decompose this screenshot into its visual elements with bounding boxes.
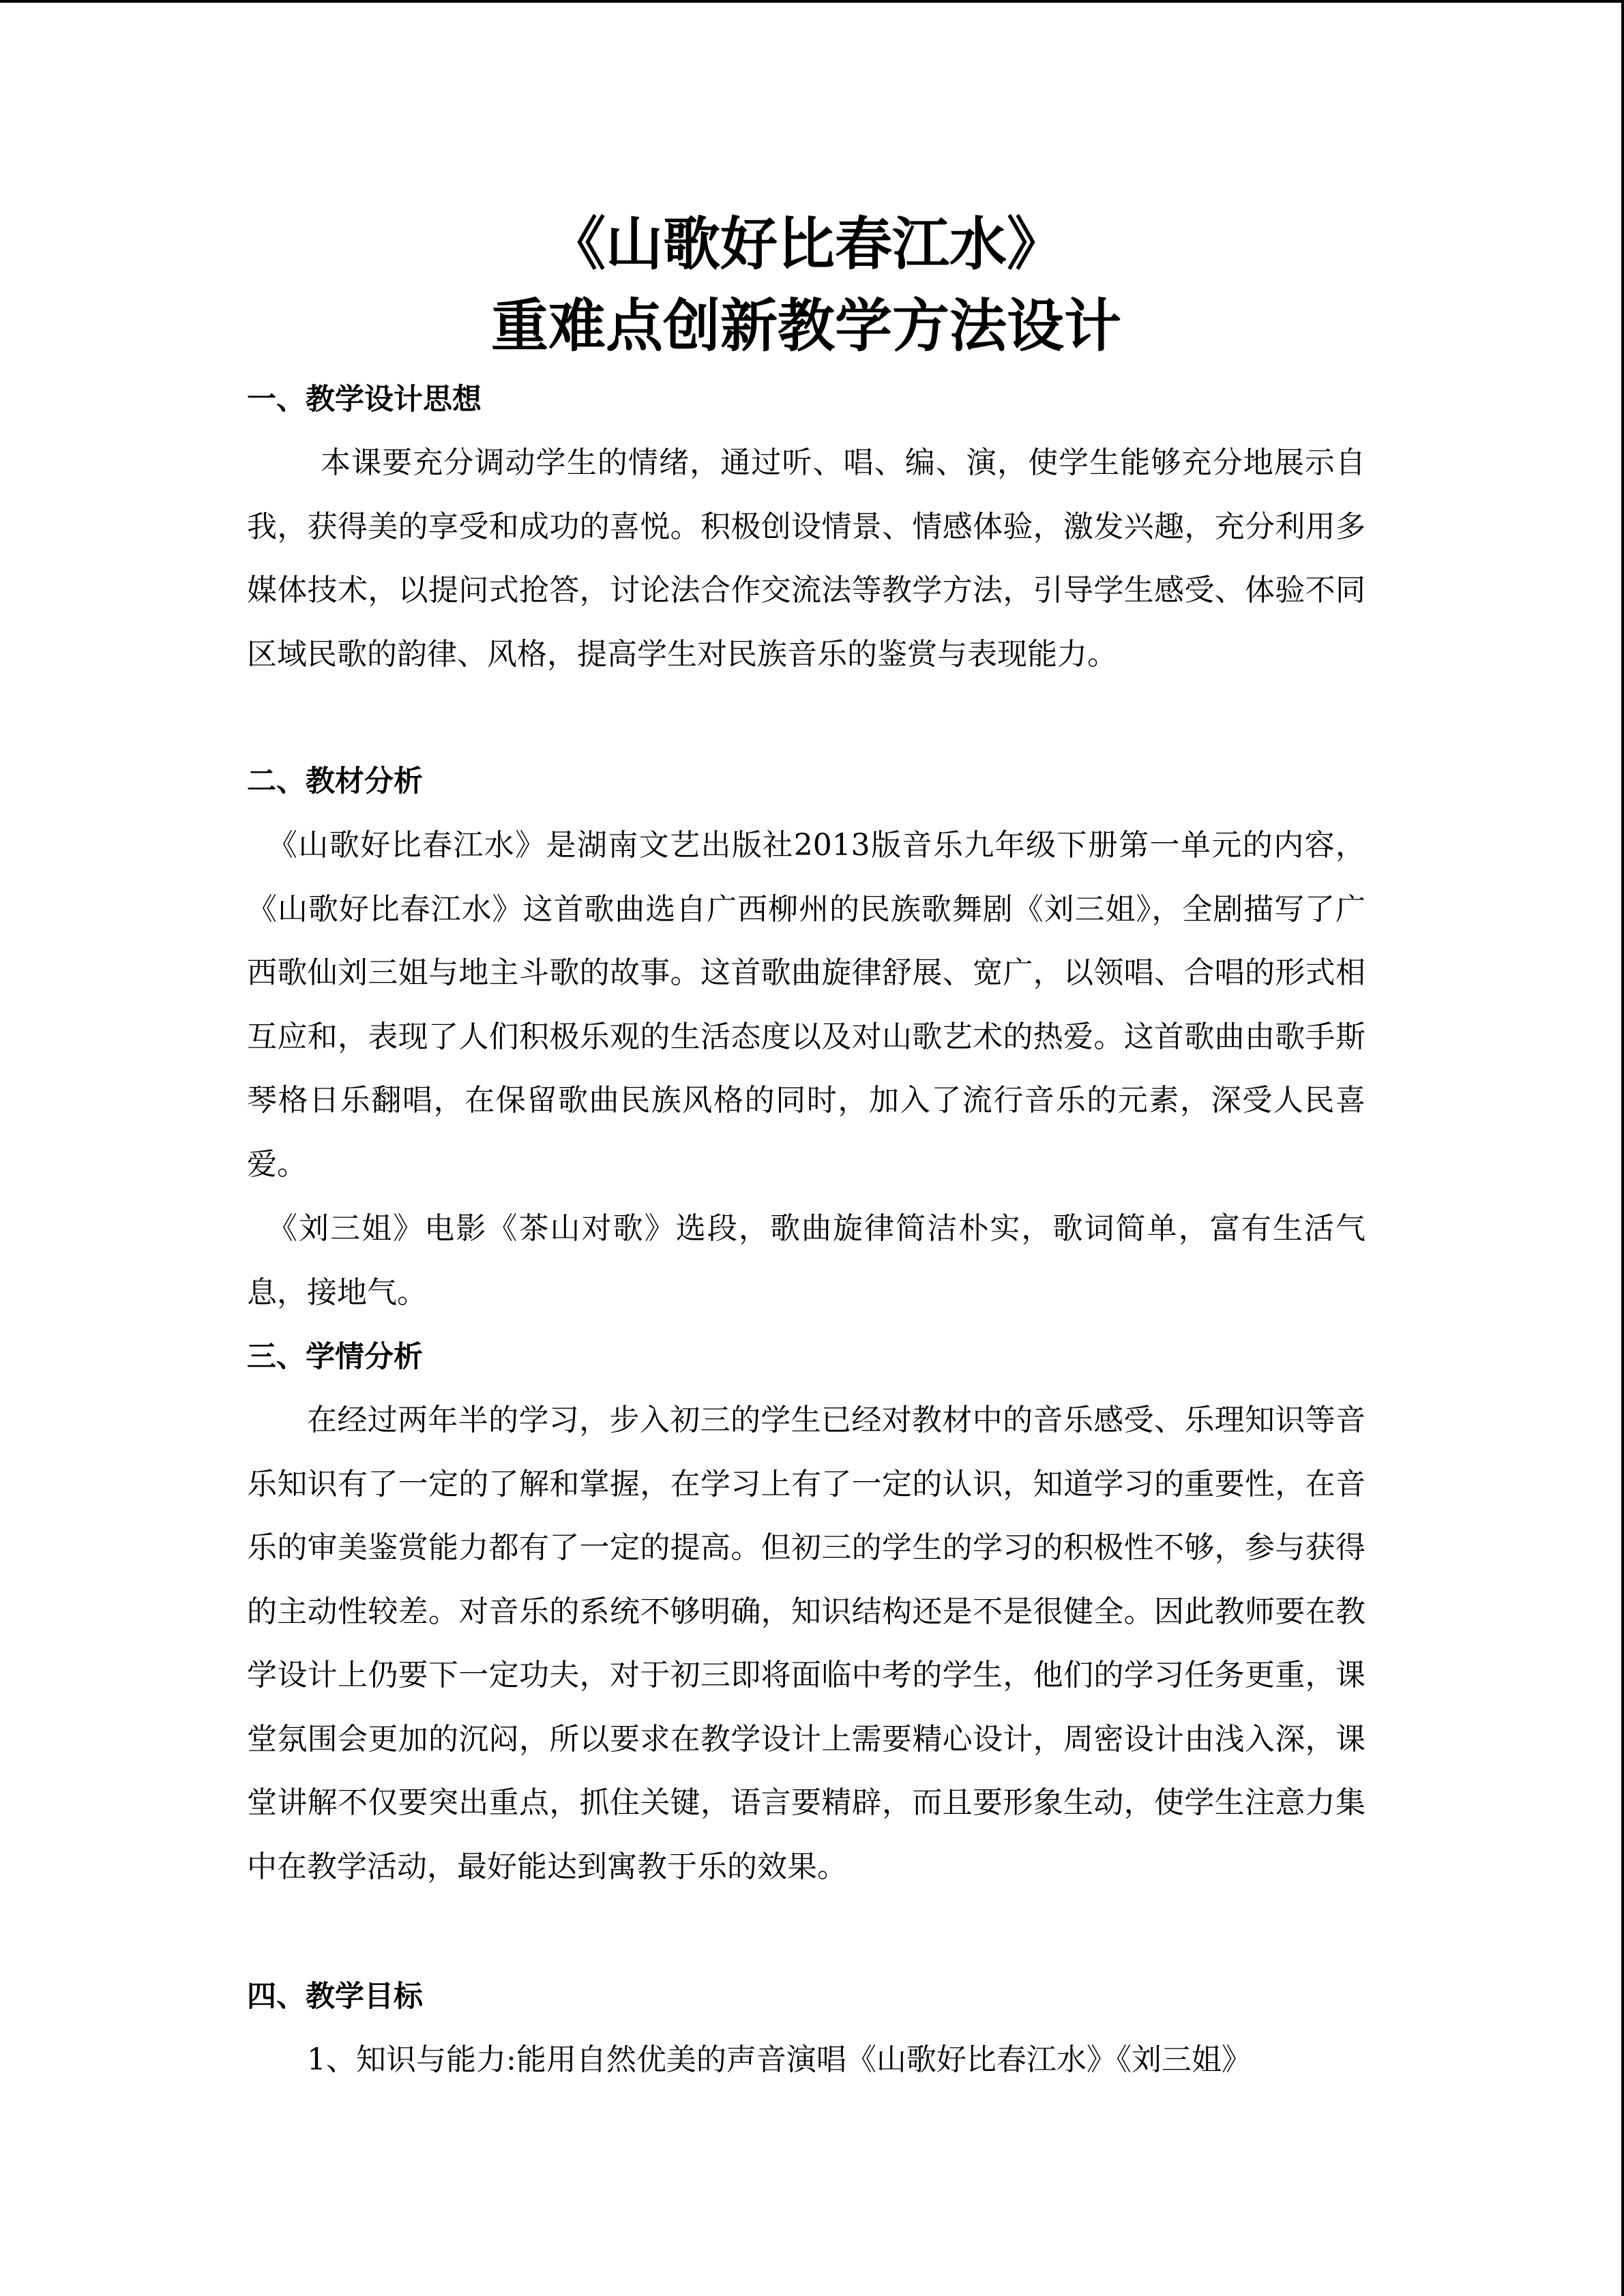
paragraph-film-excerpt: 《刘三姐》电影《茶山对歌》选段，歌曲旋律简洁朴实，歌词简单，富有生活气息，接地气。 [247,1211,1365,1310]
paragraph-design-idea: 本课要充分调动学生的情绪，通过听、唱、编、演，使学生能够充分地展示自我，获得美的享受和成功的喜悦。积极创设情景、情感体验，激发兴趣，充分利用多媒体技术，以提问式抢答，讨论法合作交流法等教学方法，引导学生感受、体验不同区域民歌的韵律、风格，提高学生对民族音乐的鉴赏与表现能力。 [247,445,1365,672]
document-title-line1: 《山歌好比春江水》 [548,211,1064,278]
document-page [247,0,1365,2296]
paragraph-goal-1: 1、知识与能力:能用自然优美的声音演唱《山歌好比春江水》《刘三姐》 [307,2042,1252,2077]
section-heading-design-idea: 一、教学设计思想 [247,383,482,417]
section-heading-student-analysis: 三、学情分析 [247,1340,423,1374]
paragraph-student-analysis: 在经过两年半的学习，步入初三的学生已经对教材中的音乐感受、乐理知识等音乐知识有了一定的了解和掌握，在学习上有了一定的认识，知道学习的重要性，在音乐的审美鉴赏能力都有了一定的提高。但初三的学生的学习的积极性不够，参与获得的主动性较差。对音乐的系统不够明确，知识结构还是不是很健全。因此教师要在教学设计上仍要下一定功夫，对于初三即将面临中考的学生，他们的学习任务更重，课堂氛围会更加的沉闷，所以要求在教学设计上需要精心设计，周密设计由浅入深，课堂讲解不仅要突出重点，抓住关键，语言要精辟，而且要形象生动，使学生注意力集中在教学活动，最好能达到寓教于乐的效果。 [247,1403,1365,1884]
document-title-line2: 重难点创新教学方法设计 [490,293,1121,359]
section-heading-teaching-goals: 四、教学目标 [247,1980,423,2014]
section-heading-material-analysis: 二、教材分析 [247,764,423,799]
page-right-border [1621,0,1624,2296]
paragraph-material-analysis: 《山歌好比春江水》是湖南文艺出版社2013版音乐九年级下册第一单元的内容，《山歌好比春江水》这首歌曲选自广西柳州的民族歌舞剧《刘三姐》，全剧描写了广西歌仙刘三姐与地主斗歌的故事。这首歌曲旋律舒展、宽广，以领唱、合唱的形式相互应和，表现了人们积极乐观的生活态度以及对山歌艺术的热爱。这首歌曲由歌手斯琴格日乐翻唱，在保留歌曲民族风格的同时，加入了流行音乐的元素，深受人民喜爱。 [247,828,1365,1182]
